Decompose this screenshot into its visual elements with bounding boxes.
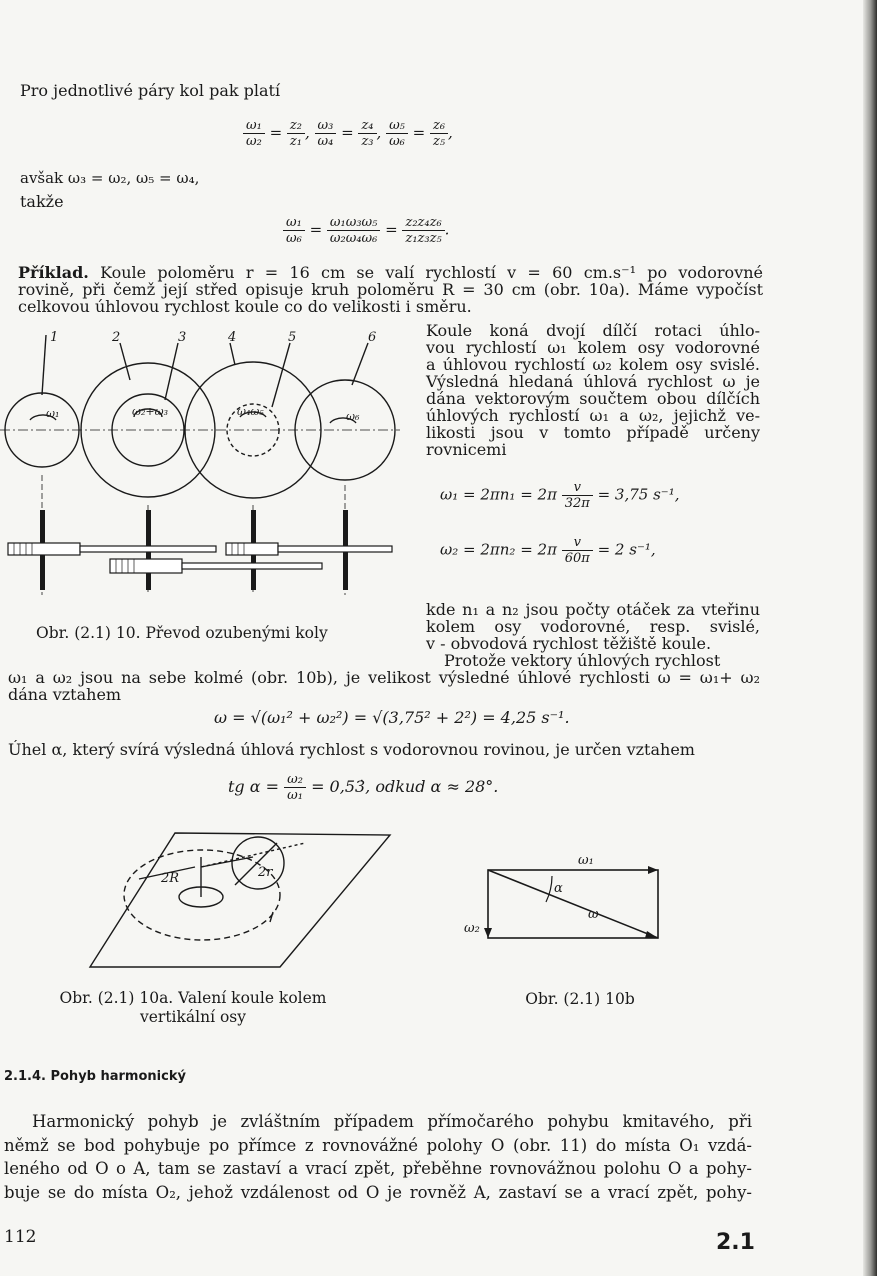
omega-label-2-3: ω₂+ω₃ xyxy=(132,405,168,418)
shaft-gear-block xyxy=(8,543,80,555)
shaft-rack xyxy=(182,563,322,569)
fraction: $\frac{\text{ω₁ω₃ω₅}}{\text{ω₂ω₄ω₆}}$ xyxy=(327,215,380,246)
omega1-arrowhead xyxy=(648,866,658,874)
avsak-line: avšak ω₃ = ω₂, ω₅ = ω₄, xyxy=(20,169,200,187)
fraction: $\frac{\text{z₆}}{\text{z₅}}$ xyxy=(430,118,448,149)
product-equation: $\frac{\text{ω₁}}{\text{ω₆}}$ = $\frac{\text{ω₁ω₃ω₅}}{\text{ω₂ω₄ω₆}}$ = $\frac{\text{z₂z₄z₆}}{\text{z₁z₃z₅}}$ . xyxy=(283,215,449,246)
shaft-rack xyxy=(80,546,216,552)
magnitude-equation: ω = √(ω₁² + ω₂²) = √(3,75² + 2²) = 4,25 s⁻¹. xyxy=(214,708,570,727)
example-label: Příklad. xyxy=(18,263,89,282)
tangent-equation: tg α = $\frac{\text{ω₂}}{\text{ω₁}}$ = 0,53̇, odkud α ≈ 28°. xyxy=(228,772,499,803)
figure-10b-caption: Obr. (2.1) 10b xyxy=(525,990,635,1008)
body-paragraph: Harmonický pohyb je zvláštním případem přímočarého pohybu kmitavého, při němž se bod pohybuje po přímce z rovnovážné polohy O (obr. 11) do místa O₁ vzdá- leného od O o A, tam se zastaví a vrací zpět, přeběhne rovnovážnou polohu O a pohy- buje se do místa O₂, jehož vzdálenost od O je rovněž A, zastaví se a vrací zpět, pohy- xyxy=(4,1112,752,1202)
gear-label-5: 5 xyxy=(288,330,297,345)
fraction: $\frac{\text{ω₃}}{\text{ω₄}}$ xyxy=(315,118,337,149)
figure-10a-caption: Obr. (2.1) 10a. Valení koule kolem vertikální osy xyxy=(59,989,327,1026)
shaft-gear-block xyxy=(226,543,278,555)
label-omega: ω xyxy=(588,907,599,922)
omega2-equation: ω₂ = 2πn₂ = 2π $\frac{v}{60\pi}$ = 2 s⁻¹, xyxy=(440,535,656,566)
gear-label-4: 4 xyxy=(228,330,237,345)
right-column-2: kde n₁ a n₂ jsou počty otáček za vteřinu kolem osy vodorovné, resp. svislé, v - obvodová rychlost těžiště koule. Protože vektory úhlových rychlost xyxy=(426,600,760,670)
fraction: $\frac{\text{ω₅}}{\text{ω₆}}$ xyxy=(386,118,408,149)
gear-figure xyxy=(0,325,412,610)
angle-paragraph: Úhel α, který svírá výsledná úhlová rychlost s vodorovnou rovinou, je určen vztahem xyxy=(8,740,695,759)
page-number: 112 xyxy=(4,1227,37,1247)
label-2R: 2R xyxy=(161,871,180,886)
omega-arrowhead xyxy=(645,931,658,938)
shaft-gear-block xyxy=(110,559,182,573)
section-heading: 2.1.4. Pohyb harmonický xyxy=(4,1069,186,1084)
vector-triangle-figure xyxy=(460,852,670,952)
fraction: $\frac{\text{ω₁}}{\text{ω₂}}$ xyxy=(243,118,265,149)
page-edge-shadow xyxy=(863,0,877,1276)
gear-caption: Obr. (2.1) 10. Převod ozubenými koly xyxy=(36,624,328,642)
ratio-equations: $\frac{\text{ω₁}}{\text{ω₂}}$ = $\frac{\text{z₂}}{\text{z₁}}$ , $\frac{\text{ω₃}}{\text{ω₄}}$ = $\frac{\text{z₄}}{\text{z₃}}$ , $\frac{\text{ω₅}}{\text{ω₆}}$ = $\frac{\text{z₆}}{\text{z₅}}$ , xyxy=(243,118,453,149)
horizontal-plane xyxy=(90,833,390,967)
fraction: $\frac{\text{ω₁}}{\text{ω₆}}$ xyxy=(283,215,305,246)
example-paragraph: Příklad. Koule poloměru r = 16 cm se valí rychlostí v = 60 cm.s⁻¹ po vodorovné rovině, při čemž její střed opisuje kruh poloměru R = 30 cm (obr. 10a). Máme vypočíst celkovou úhlovou rychlost koule co do velikosti i směru. xyxy=(18,263,764,316)
label-omega1: ω₁ xyxy=(578,853,594,868)
takze-text: takže xyxy=(20,192,64,211)
fraction: $\frac{\text{z₄}}{\text{z₃}}$ xyxy=(358,118,376,149)
omega2-arrowhead xyxy=(484,928,492,938)
omega-label-1: ω₁ xyxy=(46,407,60,420)
label-omega2: ω₂ xyxy=(464,921,480,936)
fraction: $\frac{\text{z₂}}{\text{z₁}}$ xyxy=(287,118,305,149)
fraction: $\frac{\text{z₂z₄z₆}}{\text{z₁z₃z₅}}$ xyxy=(402,215,444,246)
intro-text: Pro jednotlivé páry kol pak platí xyxy=(20,81,281,100)
gear-label-2: 2 xyxy=(112,330,121,345)
label-alpha: α xyxy=(554,881,563,896)
omega-label-6: ω₆ xyxy=(346,410,360,423)
gear-label-1: 1 xyxy=(50,330,59,345)
resultant-vector xyxy=(488,870,658,938)
running-head: 2.1 xyxy=(716,1230,755,1255)
rolling-sphere-figure xyxy=(85,827,415,977)
omega1-equation: ω₁ = 2πn₁ = 2π $\frac{v}{32\pi}$ = 3,75 s⁻¹, xyxy=(440,480,680,511)
shaft-rack xyxy=(278,546,392,552)
omega-label-4-5: ω₄ω₅ xyxy=(237,405,264,418)
gear-label-3: 3 xyxy=(178,330,187,345)
gear-label-6: 6 xyxy=(368,330,377,345)
right-column: Koule koná dvojí dílčí rotaci úhlo- vou rychlostí ω₁ kolem osy vodorovné a úhlovou rychlostí ω₂ kolem osy svislé. Výsledná hledaná úhlová rychlost ω je dána vektorovým součtem obou dílčích úhlových rychlostí ω₁ a ω₂, jejichž ve- likosti jsou v tomto případě určeny rovnicemi xyxy=(426,321,760,459)
label-2r: 2r xyxy=(258,865,273,880)
vectors-paragraph: ω₁ a ω₂ jsou na sebe kolmé (obr. 10b), je velikost výsledné úhlové rychlosti ω = ω₁+ ω₂ dána vztahem xyxy=(8,668,760,704)
